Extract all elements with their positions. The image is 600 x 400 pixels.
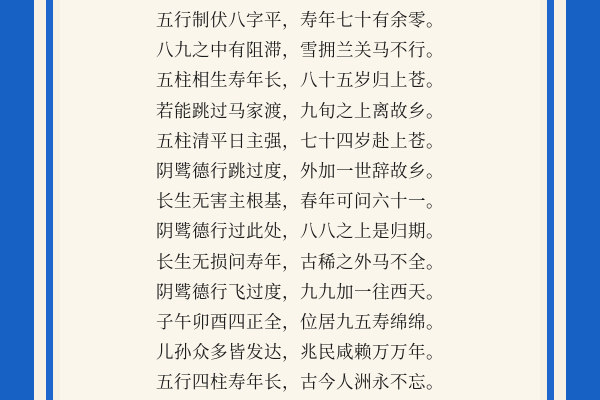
verse-line: 八九之中有阻滞，雪拥兰关马不行。	[156, 41, 444, 62]
verse-line: 阴骘德行过此处，八八之上是归期。	[156, 222, 444, 243]
frame-rule-left	[46, 0, 53, 400]
verse-line: 子午卯酉四正全，位居九五寿绵绵。	[156, 313, 444, 334]
frame-border-left	[0, 0, 34, 400]
verse-line: 五行四柱寿年长，古今人洲永不忘。	[156, 373, 444, 394]
verse-line: 五行制伏八字平，寿年七十有余零。	[156, 11, 444, 31]
verse-line: 长生无损问寿年，古稀之外马不全。	[156, 252, 444, 273]
verse-line: 长生无害主根基，春年可问六十一。	[156, 192, 444, 213]
verse-line: 阴骘德行飞过度，九九加一往西天。	[156, 282, 444, 303]
frame-border-right	[566, 0, 600, 400]
verse-line: 五柱相生寿年长，八十五岁归上苍。	[156, 71, 444, 92]
verse-line: 阴骘德行跳过度，外加一世辞故乡。	[156, 162, 444, 183]
verse-line: 若能跳过马家渡，九旬之上离故乡。	[156, 101, 444, 122]
verse-line: 儿孙众多皆发达，兆民咸赖万万年。	[156, 343, 444, 364]
frame-rule-right	[547, 0, 554, 400]
verse-content	[60, 0, 540, 400]
verse-line: 五柱清平日主强，七十四岁赴上苍。	[156, 131, 444, 152]
verse-list	[60, 6, 540, 394]
